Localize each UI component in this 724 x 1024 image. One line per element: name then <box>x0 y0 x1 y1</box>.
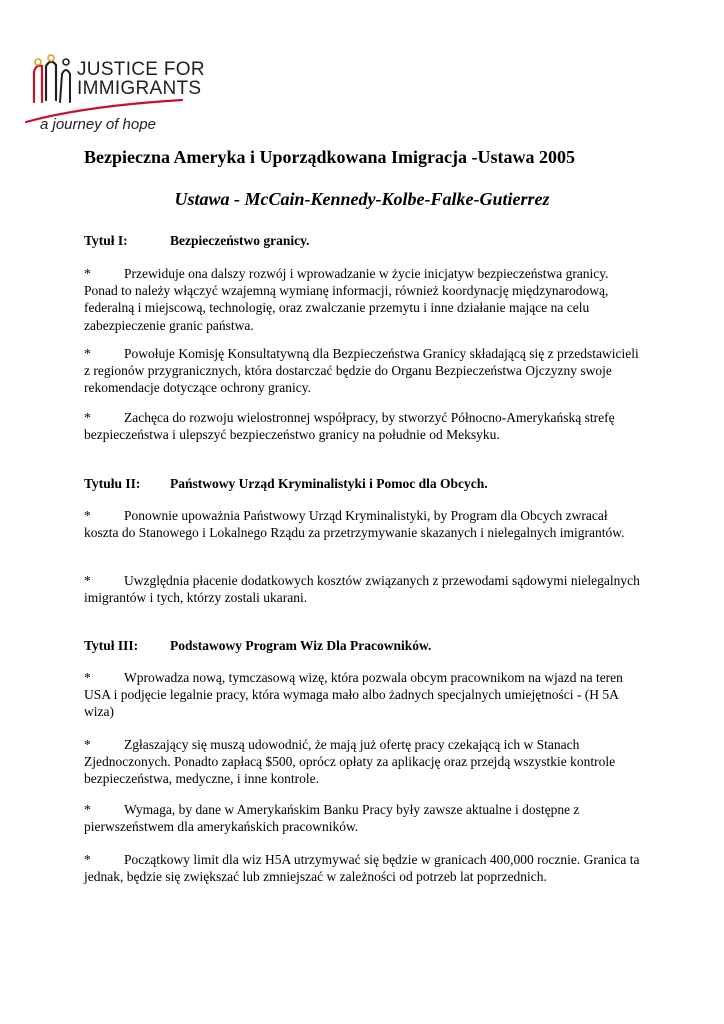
document-subtitle: Ustawa - McCain-Kennedy-Kolbe-Falke-Gutierrez <box>174 189 550 209</box>
section-1-item-1 <box>84 265 640 334</box>
section-3-label: Tytuł III: <box>84 638 139 653</box>
item-text: Uwzględnia płacenie dodatkowych kosztów związanych z przewodami sądowymi nielegalnych imigrantów i tych, którzy zostali ukarani. <box>84 573 640 606</box>
bullet-star: * <box>84 852 91 867</box>
section-2-label: Tytułu II: <box>84 476 141 491</box>
document-title: Bezpieczna Ameryka i Uporządkowana Imigracja -Ustawa 2005 <box>84 147 575 167</box>
item-text: Początkowy limit dla wiz H5A utrzymywać się będzie w granicach 400,000 rocznie. Granica ta jednak, będzie się zwiększać lub zmniejszać w zależności od potrzeb lat poprzednich. <box>84 852 640 885</box>
section-3-title: Podstawowy Program Wiz Dla Pracowników. <box>170 638 432 653</box>
section-1-heading <box>84 233 309 249</box>
section-3-heading <box>84 638 431 654</box>
section-1-title: Bezpieczeństwo granicy. <box>170 233 310 248</box>
bullet-star: * <box>84 346 91 361</box>
section-2-heading <box>84 476 488 492</box>
bullet-star: * <box>84 802 91 817</box>
section-1-label: Tytuł I: <box>84 233 128 248</box>
logo-wordmark <box>77 60 205 98</box>
bullet-star: * <box>84 737 91 752</box>
logo-line1: JUSTICE FOR <box>77 59 205 80</box>
item-text: Zachęca do rozwoju wielostronnej współpracy, by stworzyć Północno-Amerykańską strefę bezpieczeństwa i ulepszyć bezpieczeństwo granicy na południe od Meksyku. <box>84 410 615 443</box>
bullet-star: * <box>84 573 91 588</box>
logo-tagline: a journey of hope <box>40 116 156 133</box>
bullet-star: * <box>84 266 91 281</box>
section-3-item-3 <box>84 801 640 835</box>
item-text: Przewiduje ona dalszy rozwój i wprowadzanie w życie inicjatyw bezpieczeństwa granicy. Ponad to należy włączyć wzajemną wymianę informacji, również koordynację międzynarodową, federalną i miejscową, technologię, oraz zwalczanie przemytu i inne działanie mające na celu zabezpieczenie granic państwa. <box>84 266 609 333</box>
logo-line2: IMMIGRANTS <box>77 78 202 99</box>
section-3-item-1 <box>84 669 640 721</box>
section-1-item-3 <box>84 409 640 443</box>
bullet-star: * <box>84 508 91 523</box>
item-text: Powołuje Komisję Konsultatywną dla Bezpieczeństwa Granicy składającą się z przedstawicieli z regionów przygranicznych, która dostarczać będzie do Organu Bezpieczeństwa Ojczyzny swoje rekomendacje dotyczące ochrony granicy. <box>84 346 639 396</box>
bullet-star: * <box>84 410 91 425</box>
item-text: Ponownie upoważnia Państwowy Urząd Kryminalistyki, by Program dla Obcych zwracał koszta do Stanowego i Lokalnego Rządu za przetrzymywanie skazanych i nielegalnych imigrantów. <box>84 508 625 541</box>
section-1-item-2 <box>84 345 640 397</box>
item-text: Wprowadza nową, tymczasową wizę, która pozwala obcym pracownikom na wjazd na teren USA i podjęcie legalnie pracy, która wymaga mało albo żadnych specjalnych umiejętności - (H 5A wiza) <box>84 670 623 720</box>
item-text: Zgłaszający się muszą udowodnić, że mają już ofertę pracy czekającą ich w Stanach Zjednoczonych. Ponadto zapłacą $500, oprócz opłaty za aplikację oraz przejdą wszystkie kontrole bezpieczeństwa, medyczne, i inne kontrole. <box>84 737 616 787</box>
section-3-item-4 <box>84 851 640 885</box>
section-2-item-2 <box>84 572 640 606</box>
section-2-item-1 <box>84 507 640 541</box>
section-3-item-2 <box>84 736 640 788</box>
item-text: Wymaga, by dane w Amerykańskim Banku Pracy były zawsze aktualne i dostępne z pierwszeństwem dla amerykańskich pracowników. <box>84 802 580 835</box>
bullet-star: * <box>84 670 91 685</box>
section-2-title: Państwowy Urząd Kryminalistyki i Pomoc dla Obcych. <box>170 476 488 491</box>
